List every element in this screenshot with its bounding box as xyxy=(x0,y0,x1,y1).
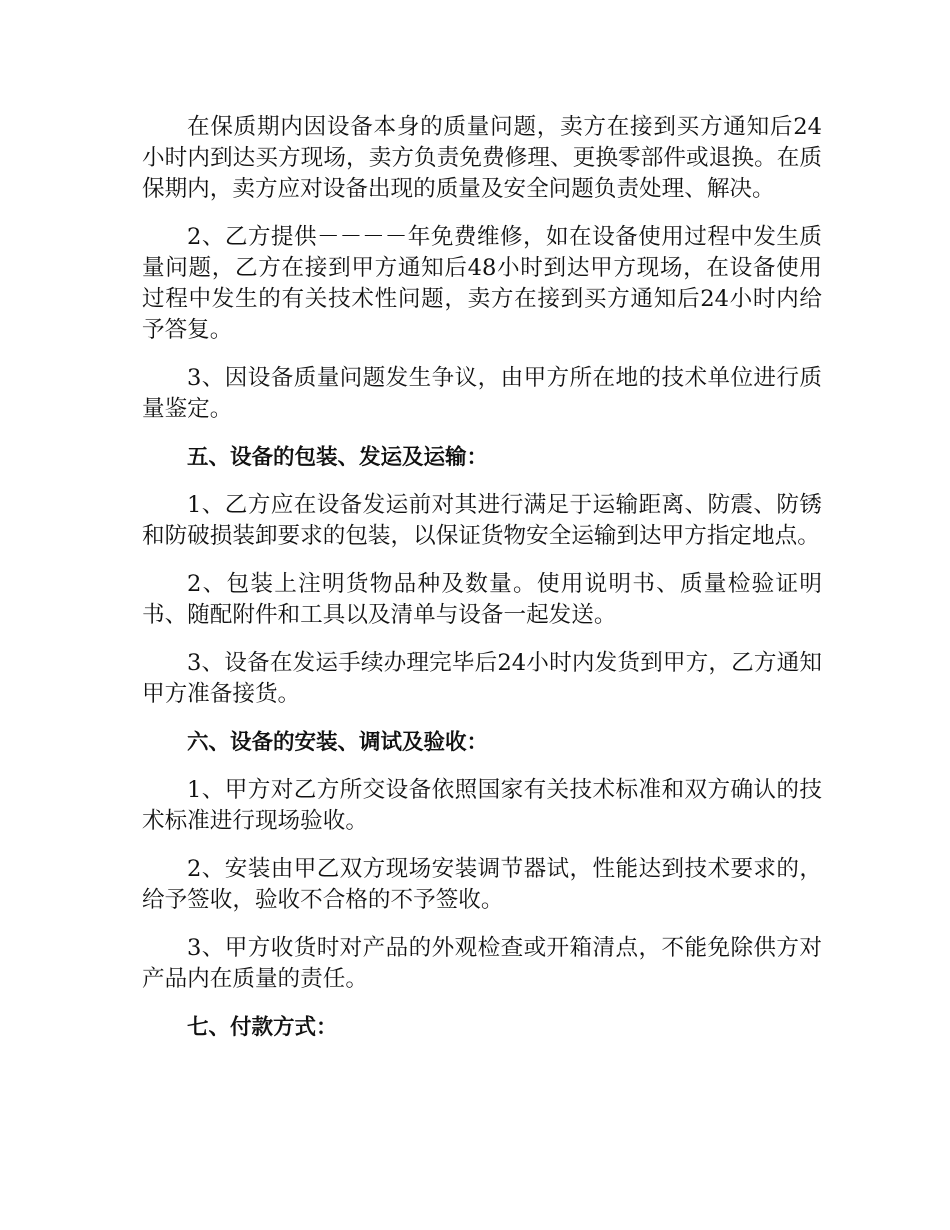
section-heading-payment: 七、付款方式： xyxy=(187,1015,338,1040)
packaging-paragraph-1: 1、乙方应在设备发运前对其进行满足于运输距离、防震、防锈和防破损装卸要求的包装，以保证货物安全运输到达甲方指定地点。 xyxy=(142,492,822,549)
document-page xyxy=(142,112,822,1060)
installation-paragraph-2: 2、安装由甲乙双方现场安装调节器试，性能达到技术要求的，给予签收，验收不合格的不予签收。 xyxy=(142,856,822,913)
installation-paragraph-3: 3、甲方收货时对产品的外观检查或开箱清点，不能免除供方对产品内在质量的责任。 xyxy=(142,935,822,992)
warranty-paragraph: 在保质期内因设备本身的质量问题，卖方在接到买方通知后24小时内到达买方现场，卖方负责免费修理、更换零部件或退换。在质保期内，卖方应对设备出现的质量及安全问题负责处理、解决。 xyxy=(142,114,822,202)
section-heading-packaging: 五、设备的包装、发运及运输： xyxy=(187,445,489,470)
packaging-paragraph-3: 3、设备在发运手续办理完毕后24小时内发货到甲方，乙方通知甲方准备接货。 xyxy=(142,650,822,707)
installation-paragraph-1: 1、甲方对乙方所交设备依照国家有关技术标准和双方确认的技术标准进行现场验收。 xyxy=(142,777,822,834)
quality-dispute-paragraph: 3、因设备质量问题发生争议，由甲方所在地的技术单位进行质量鉴定。 xyxy=(142,365,822,422)
section-heading-installation: 六、设备的安装、调试及验收： xyxy=(187,730,489,755)
packaging-paragraph-2: 2、包装上注明货物品种及数量。使用说明书、质量检验证明书、随配附件和工具以及清单与设备一起发送。 xyxy=(142,571,822,628)
free-maintenance-paragraph: 2、乙方提供－－－－年免费维修，如在设备使用过程中发生质量问题，乙方在接到甲方通知后48小时到达甲方现场，在设备使用过程中发生的有关技术性问题，卖方在接到买方通知后24小时内给予答复。 xyxy=(142,224,822,343)
